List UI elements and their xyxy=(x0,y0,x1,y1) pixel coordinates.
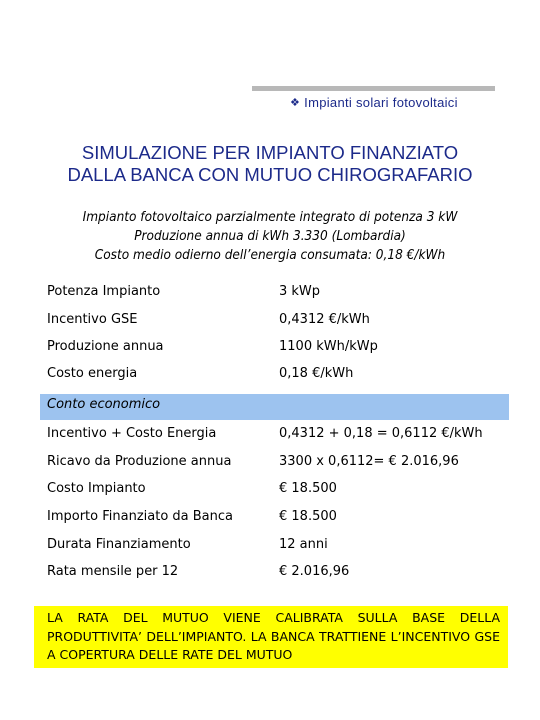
economics-label: Rata mensile per 12 xyxy=(47,564,179,579)
header-rule xyxy=(252,86,495,91)
parameter-value: 1100 kWh/kWp xyxy=(279,339,378,354)
economics-label: Ricavo da Produzione annua xyxy=(47,454,232,469)
parameter-label: Potenza Impianto xyxy=(47,284,161,299)
economics-row xyxy=(47,452,507,472)
economics-value: 0,4312 + 0,18 = 0,6112 €/kWh xyxy=(279,426,483,441)
plant-description xyxy=(20,208,520,265)
page-title xyxy=(20,142,520,186)
economics-value: € 18.500 xyxy=(279,481,337,496)
economics-row xyxy=(47,562,507,582)
parameter-row xyxy=(47,337,507,357)
parameter-row xyxy=(47,364,507,384)
economics-value: 12 anni xyxy=(279,537,328,552)
economics-value: € 2.016,96 xyxy=(279,564,350,579)
page-title-line-1: SIMULAZIONE PER IMPIANTO FINANZIATO xyxy=(81,142,459,163)
economics-value: 3300 x 0,6112= € 2.016,96 xyxy=(279,454,459,469)
plant-description-line-1: Impianto fotovoltaico parzialmente integrato di potenza 3 kW xyxy=(82,209,458,225)
economics-row xyxy=(47,424,507,444)
economics-label: Importo Finanziato da Banca xyxy=(47,509,233,524)
parameter-row xyxy=(47,282,507,302)
section-band-label: Conto economico xyxy=(47,397,161,412)
economics-label: Costo Impianto xyxy=(47,481,146,496)
parameter-row xyxy=(47,310,507,330)
section-tag-label: Impianti solari fotovoltaici xyxy=(304,95,458,110)
section-tag xyxy=(290,95,458,110)
parameter-value: 3 kWp xyxy=(279,284,321,299)
parameter-label: Produzione annua xyxy=(47,339,164,354)
page-title-line-2: DALLA BANCA CON MUTUO CHIROGRAFARIO xyxy=(67,164,473,185)
parameter-label: Costo energia xyxy=(47,366,138,381)
economics-label: Incentivo + Costo Energia xyxy=(47,426,217,441)
parameter-label: Incentivo GSE xyxy=(47,312,138,327)
economics-label: Durata Finanziamento xyxy=(47,537,191,552)
highlighted-note: LA RATA DEL MUTUO VIENE CALIBRATA SULLA BASE DELLA PRODUTTIVITA’ DELL’IMPIANTO. LA BANCA TRATTIENE L’INCENTIVO GSE A COPERTURA DELLE RATE DEL MUTUO xyxy=(34,606,508,668)
economics-row xyxy=(47,507,507,527)
diamond-bullet-icon: ❖ xyxy=(290,97,301,109)
parameter-value: 0,18 €/kWh xyxy=(279,366,354,381)
plant-description-line-3: Costo medio odierno dell’energia consumata: 0,18 €/kWh xyxy=(94,247,446,263)
economics-value: € 18.500 xyxy=(279,509,337,524)
parameter-value: 0,4312 €/kWh xyxy=(279,312,370,327)
section-band-conto-economico xyxy=(40,394,509,420)
economics-row xyxy=(47,479,507,499)
plant-description-line-2: Produzione annua di kWh 3.330 (Lombardia) xyxy=(134,228,406,244)
economics-row xyxy=(47,535,507,555)
